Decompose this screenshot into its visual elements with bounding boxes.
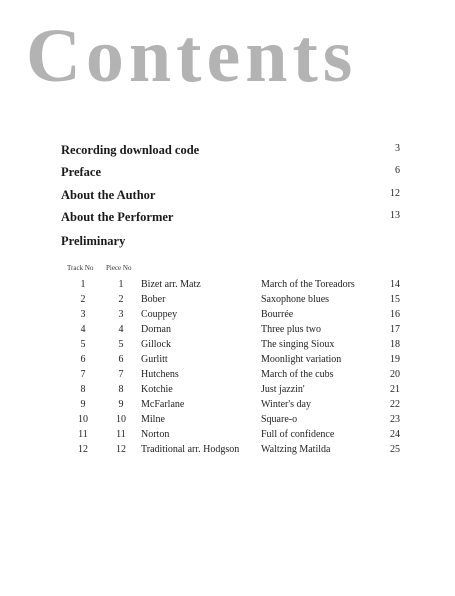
- piece-number: 2: [118, 294, 124, 305]
- composer: Milne: [141, 414, 165, 425]
- table-row[interactable]: [60, 324, 402, 339]
- track-number: 12: [78, 444, 88, 455]
- toc-entry-about-the-author[interactable]: [61, 188, 400, 208]
- piece-number: 11: [116, 429, 126, 440]
- toc-entry-page: 13: [390, 210, 400, 221]
- track-number: 11: [78, 429, 88, 440]
- page-number: 23: [390, 414, 400, 425]
- toc-entry-label: Recording download code: [61, 143, 200, 157]
- piece-number: 12: [116, 444, 126, 455]
- page-number: 22: [390, 399, 400, 410]
- toc-entry-label: About the Performer: [61, 210, 174, 224]
- piece-title: Moonlight variation: [261, 354, 342, 365]
- table-row[interactable]: [60, 279, 402, 294]
- toc-entry-label: About the Author: [61, 188, 156, 202]
- page-number: 16: [390, 309, 400, 320]
- piece-title: Waltzing Matilda: [261, 444, 331, 455]
- piece-title: The singing Sioux: [261, 339, 335, 350]
- composer: Traditional arr. Hodgson: [141, 444, 240, 455]
- piece-number: 10: [116, 414, 126, 425]
- composer: Norton: [141, 429, 170, 440]
- piece-title: Just jazzin': [261, 384, 305, 395]
- page-number: 14: [390, 279, 400, 290]
- table-row[interactable]: [60, 339, 402, 354]
- page-number: 21: [390, 384, 400, 395]
- track-number: 10: [78, 414, 88, 425]
- piece-number: 9: [118, 399, 124, 410]
- piece-number: 4: [118, 324, 124, 335]
- table-row[interactable]: [60, 369, 402, 384]
- track-number: 7: [80, 369, 86, 380]
- table-row[interactable]: [60, 309, 402, 324]
- table-row[interactable]: [60, 444, 402, 459]
- composer: Bober: [141, 294, 166, 305]
- page-number: 15: [390, 294, 400, 305]
- piece-number: 6: [118, 354, 124, 365]
- piece-number: 7: [118, 369, 124, 380]
- page-number: 20: [390, 369, 400, 380]
- table-row[interactable]: [60, 294, 402, 309]
- composer: McFarlane: [141, 399, 185, 410]
- piece-title: Full of confidence: [261, 429, 335, 440]
- toc-entry-recording-download-code[interactable]: [61, 143, 400, 163]
- composer: Couppey: [141, 309, 178, 320]
- toc-entry-page: 6: [395, 165, 400, 176]
- section-title-preliminary: Preliminary: [61, 234, 126, 248]
- track-number: 3: [80, 309, 86, 320]
- composer: Bizet arr. Matz: [141, 279, 201, 290]
- composer: Gillock: [141, 339, 171, 350]
- toc-entry-about-the-performer[interactable]: [61, 210, 400, 230]
- piece-title: Three plus two: [261, 324, 321, 335]
- track-number: 4: [80, 324, 86, 335]
- piece-number: 3: [118, 309, 124, 320]
- piece-title: Saxophone blues: [261, 294, 330, 305]
- page-number: 24: [390, 429, 400, 440]
- column-header-piece-no: Piece No: [106, 264, 132, 272]
- toc-entry-label: Preface: [61, 165, 102, 179]
- track-number: 2: [80, 294, 86, 305]
- toc-entry-page: 12: [390, 188, 400, 199]
- column-header-track-no: Track No: [67, 264, 94, 272]
- track-number: 1: [80, 279, 86, 290]
- composer: Hutchens: [141, 369, 179, 380]
- track-number: 9: [80, 399, 86, 410]
- piece-title: Winter's day: [261, 399, 311, 410]
- table-row[interactable]: [60, 384, 402, 399]
- track-number: 5: [80, 339, 86, 350]
- page-number: 17: [390, 324, 400, 335]
- composer: Kotchie: [141, 384, 173, 395]
- piece-number: 8: [118, 384, 124, 395]
- page-title: Contents: [26, 14, 358, 98]
- track-number: 6: [80, 354, 86, 365]
- piece-number: 1: [118, 279, 124, 290]
- table-row[interactable]: [60, 354, 402, 369]
- toc-entry-preface[interactable]: [61, 165, 400, 185]
- page-number: 18: [390, 339, 400, 350]
- piece-title: Square-o: [261, 414, 298, 425]
- table-row[interactable]: [60, 399, 402, 414]
- toc-entry-page: 3: [395, 143, 400, 154]
- track-number: 8: [80, 384, 86, 395]
- page-number: 19: [390, 354, 400, 365]
- table-row[interactable]: [60, 414, 402, 429]
- page-number: 25: [390, 444, 400, 455]
- composer: Gurlitt: [141, 354, 168, 365]
- table-row[interactable]: [60, 429, 402, 444]
- piece-title: March of the Toreadors: [261, 279, 355, 290]
- piece-title: Bourrée: [261, 309, 294, 320]
- piece-number: 5: [118, 339, 124, 350]
- composer: Dornan: [141, 324, 171, 335]
- piece-title: March of the cubs: [261, 369, 334, 380]
